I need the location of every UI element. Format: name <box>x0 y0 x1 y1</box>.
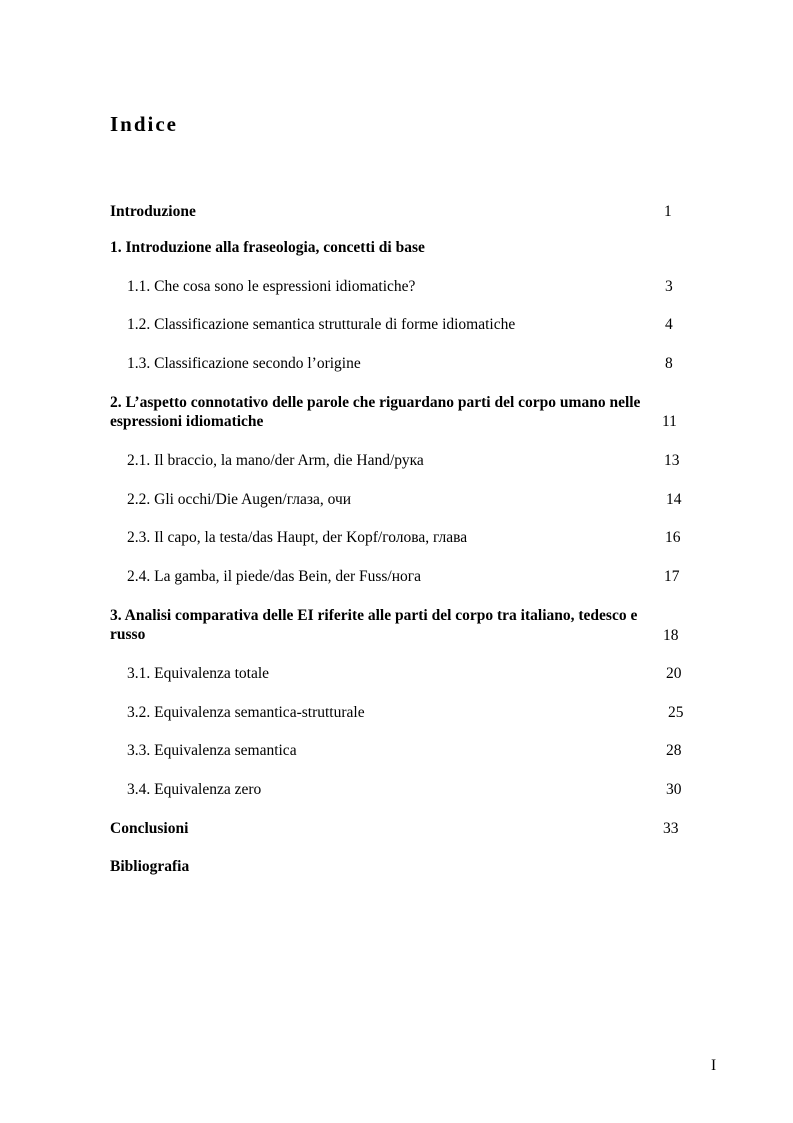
page-number-footer: I <box>711 1057 717 1074</box>
toc-entry-3-3[interactable]: 3.3. Equivalenza semantica <box>127 742 297 759</box>
toc-entry-1-1[interactable]: 1.1. Che cosa sono le espressioni idiomatiche? <box>127 278 416 295</box>
toc-page-number: 30 <box>666 781 682 798</box>
toc-page-number: 3 <box>665 278 673 295</box>
page-title: Indice <box>110 112 179 136</box>
toc-entry-conclusioni[interactable]: Conclusioni <box>110 820 189 837</box>
toc-page-number: 17 <box>664 568 680 585</box>
toc-entry-3-4[interactable]: 3.4. Equivalenza zero <box>127 781 262 798</box>
toc-entry-chapter-3[interactable] <box>110 606 710 644</box>
toc-page-number: 4 <box>665 316 673 333</box>
toc-entry-3-2[interactable]: 3.2. Equivalenza semantica-strutturale <box>127 704 365 721</box>
toc-entry-1-3[interactable]: 1.3. Classificazione secondo l’origine <box>127 355 361 372</box>
toc-entry-introduzione[interactable]: Introduzione <box>110 203 196 220</box>
toc-entry-chapter-1[interactable]: 1. Introduzione alla fraseologia, concetti di base <box>110 239 425 256</box>
toc-entry-2-1[interactable]: 2.1. Il braccio, la mano/der Arm, die Hand/рука <box>127 452 424 469</box>
toc-page-number: 33 <box>663 820 679 837</box>
toc-page-number: 20 <box>666 665 682 682</box>
toc-page-number: 28 <box>666 742 682 759</box>
toc-page-number: 14 <box>666 491 682 508</box>
toc-entry-line: espressioni idiomatiche <box>110 413 264 430</box>
toc-page-number: 13 <box>664 452 680 469</box>
toc-entry-line: 2. L’aspetto connotativo delle parole che riguardano parti del corpo umano nelle <box>110 394 641 411</box>
toc-entry-bibliografia[interactable]: Bibliografia <box>110 858 190 875</box>
toc-page-number: 8 <box>665 355 673 372</box>
toc-entry-line: 3. Analisi comparativa delle EI riferite alle parti del corpo tra italiano, tedesco e <box>110 607 638 624</box>
toc-page-number: 25 <box>668 704 684 721</box>
toc-page-number: 1 <box>664 203 672 220</box>
toc-entry-1-2[interactable]: 1.2. Classificazione semantica strutturale di forme idiomatiche <box>127 316 516 333</box>
toc-entry-2-2[interactable]: 2.2. Gli occhi/Die Augen/глаза, очи <box>127 491 352 508</box>
toc-entry-chapter-2[interactable] <box>110 393 710 431</box>
toc-entry-2-4[interactable]: 2.4. La gamba, il piede/das Bein, der Fuss/нога <box>127 568 422 585</box>
toc-page-number: 18 <box>663 627 679 644</box>
toc-entry-2-3[interactable]: 2.3. Il capo, la testa/das Haupt, der Kopf/голова, глава <box>127 529 468 546</box>
toc-entry-line: russo <box>110 626 146 643</box>
toc-page-number: 16 <box>665 529 681 546</box>
toc-page-number: 11 <box>662 413 677 430</box>
toc-entry-3-1[interactable]: 3.1. Equivalenza totale <box>127 665 270 682</box>
